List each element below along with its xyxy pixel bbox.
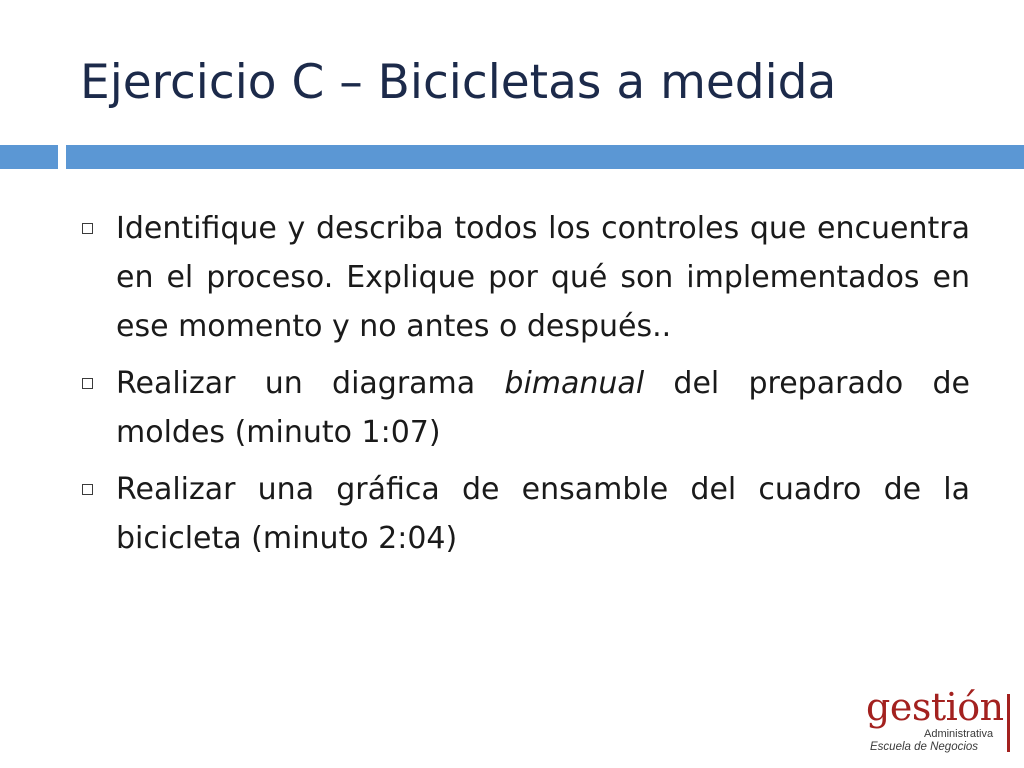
logo-wordmark: gestión: [866, 685, 1004, 729]
bullet-text-before: Realizar un diagrama: [116, 366, 505, 401]
square-bullet-icon: [82, 378, 93, 389]
square-bullet-icon: [82, 223, 93, 234]
title-accent-bar-long: [66, 145, 1024, 169]
bullet-text: Realizar una gráfica de ensamble del cuadro de la bicicleta (minuto 2:04): [116, 472, 970, 556]
bullet-text: Identifique y describa todos los controles que encuentra en el proceso. Explique por qué son implementados en ese momento y no antes o después..: [116, 211, 970, 344]
bullet-text-emphasis: bimanual: [504, 366, 645, 401]
title-accent-bar-short: [0, 145, 58, 169]
bullet-item-controls: [80, 204, 970, 351]
bullet-item-bimanual-diagram: [80, 359, 970, 457]
bullet-list: [80, 204, 970, 571]
logo-subtitle: Administrativa: [924, 728, 994, 740]
square-bullet-icon: [82, 484, 93, 495]
bullet-text-after: del preparado de moldes (minuto 1:07): [116, 366, 970, 450]
slide-title: Ejercicio C – Bicicletas a medida: [80, 55, 837, 110]
gestion-administrativa-logo: [862, 685, 1018, 756]
logo-tagline: Escuela de Negocios: [870, 741, 979, 753]
bullet-item-assembly-chart: [80, 465, 970, 563]
logo-vertical-bar: [1007, 694, 1010, 752]
